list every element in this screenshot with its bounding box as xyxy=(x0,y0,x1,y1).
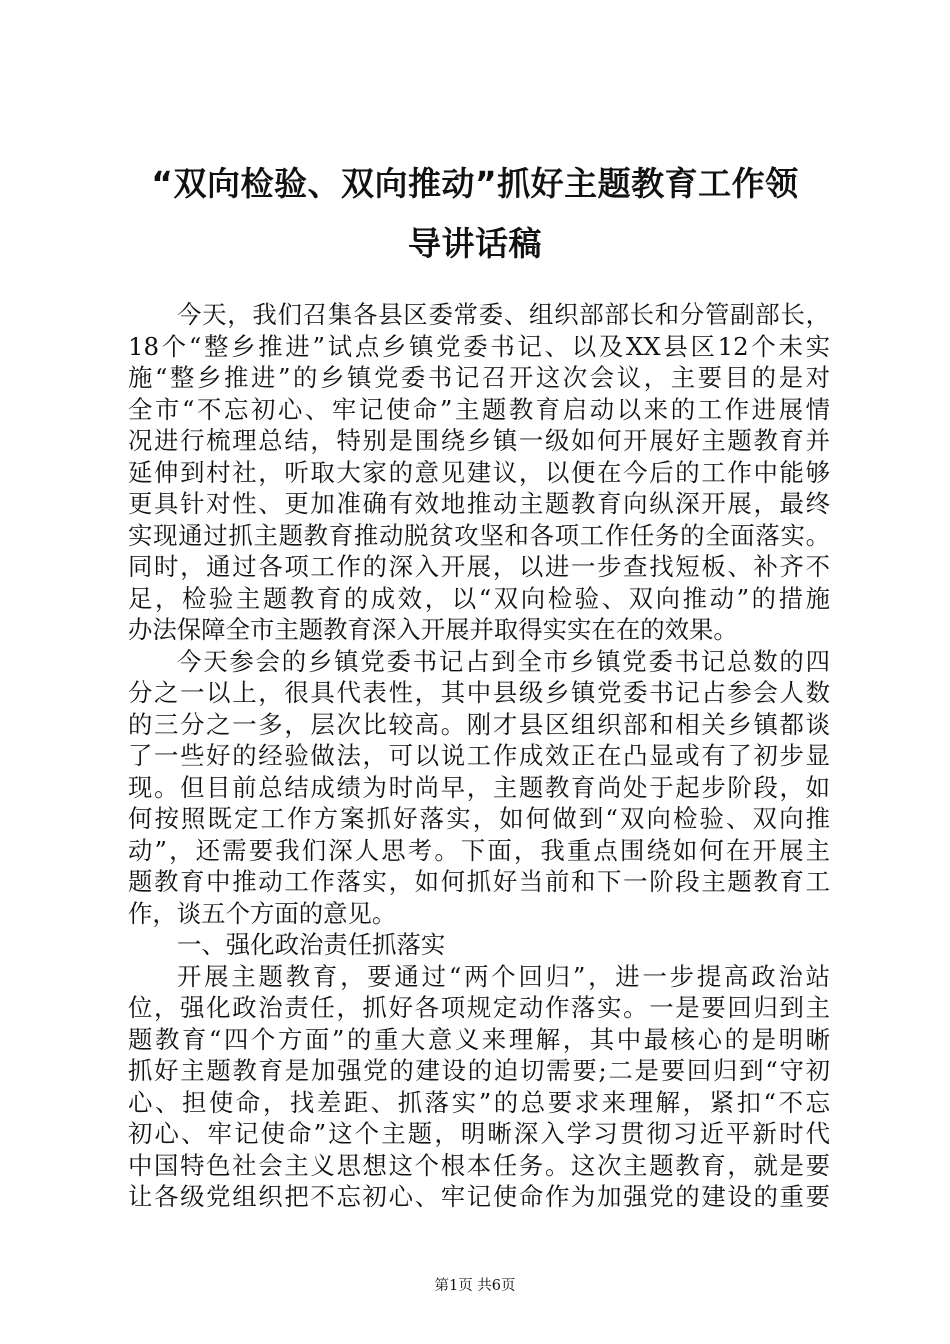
document-title-line-2: 导讲话稿 xyxy=(408,224,542,263)
document-title-line-1: “双向检验、双向推动”抓好主题教育工作领 xyxy=(151,164,799,203)
body-text-line: 足，检验主题教育的成效，以“双向检验、双向推动”的措施 xyxy=(128,583,830,613)
body-text-line: 心、担使命，找差距、抓落实”的总要求来理解，紧扣“不忘 xyxy=(128,1087,830,1117)
body-text-line: 实现通过抓主题教育推动脱贫攻坚和各项工作任务的全面落实。 xyxy=(128,520,830,550)
body-text-line: 同时，通过各项工作的深入开展，以进一步查找短板、补齐不 xyxy=(128,552,830,581)
body-text-line: 18个“整乡推进”试点乡镇党委书记、以及XX县区12个未实 xyxy=(128,331,830,361)
body-text-line: 今天参会的乡镇党委书记占到全市乡镇党委书记总数的四 xyxy=(177,646,830,676)
body-text-line: 一、强化政治责任抓落实 xyxy=(177,930,446,959)
body-text-line: 初心、牢记使命”这个主题，明晰深入学习贯彻习近平新时代 xyxy=(128,1119,830,1148)
page-footer: 第1页 共6页 xyxy=(434,1278,516,1294)
body-text-line: 了一些好的经验做法，可以说工作成效正在凸显或有了初步显 xyxy=(128,741,830,770)
body-text-line: 延伸到村社，听取大家的意见建议，以便在今后的工作中能够 xyxy=(128,457,830,487)
body-text-line: 中国特色社会主义思想这个根本任务。这次主题教育，就是要 xyxy=(128,1150,830,1180)
body-text-line: 分之一以上，很具代表性，其中县级乡镇党委书记占参会人数 xyxy=(128,678,830,707)
body-text-line: 现。但目前总结成绩为时尚早，主题教育尚处于起步阶段，如 xyxy=(128,772,830,802)
body-text-line: 的三分之一多，层次比较高。刚才县区组织部和相关乡镇都谈 xyxy=(128,709,830,739)
body-text-line: 施“整乡推进”的乡镇党委书记召开这次会议，主要目的是对 xyxy=(128,363,830,392)
body-text-line: 抓好主题教育是加强党的建设的迫切需要;二是要回归到“守初 xyxy=(128,1056,830,1085)
body-text-line: 更具针对性、更加准确有效地推动主题教育向纵深开展，最终 xyxy=(128,489,830,518)
body-text-line: 开展主题教育，要通过“两个回归”，进一步提高政治站 xyxy=(177,961,830,991)
body-text-line: 何按照既定工作方案抓好落实，如何做到“双向检验、双向推 xyxy=(128,804,830,833)
body-text-line: 作，谈五个方面的意见。 xyxy=(128,898,397,928)
body-text-line: 题教育“四个方面”的重大意义来理解，其中最核心的是明晰 xyxy=(128,1024,830,1054)
body-text-line: 让各级党组织把不忘初心、牢记使命作为加强党的建设的重要 xyxy=(128,1182,830,1211)
body-text-line: 今天，我们召集各县区委常委、组织部部长和分管副部长， xyxy=(177,300,830,329)
body-text-line: 动”，还需要我们深人思考。下面，我重点围绕如何在开展主 xyxy=(128,835,830,865)
body-text-line: 题教育中推动工作落实，如何抓好当前和下一阶段主题教育工 xyxy=(128,867,830,896)
body-text-line: 全市“不忘初心、牢记使命”主题教育启动以来的工作进展情 xyxy=(128,394,830,424)
body-text-line: 况进行梳理总结，特别是围绕乡镇一级如何开展好主题教育并 xyxy=(128,426,830,455)
body-text-line: 位，强化政治责任，抓好各项规定动作落实。一是要回归到主 xyxy=(128,993,830,1022)
body-text-line: 办法保障全市主题教育深入开展并取得实实在在的效果。 xyxy=(128,615,738,644)
